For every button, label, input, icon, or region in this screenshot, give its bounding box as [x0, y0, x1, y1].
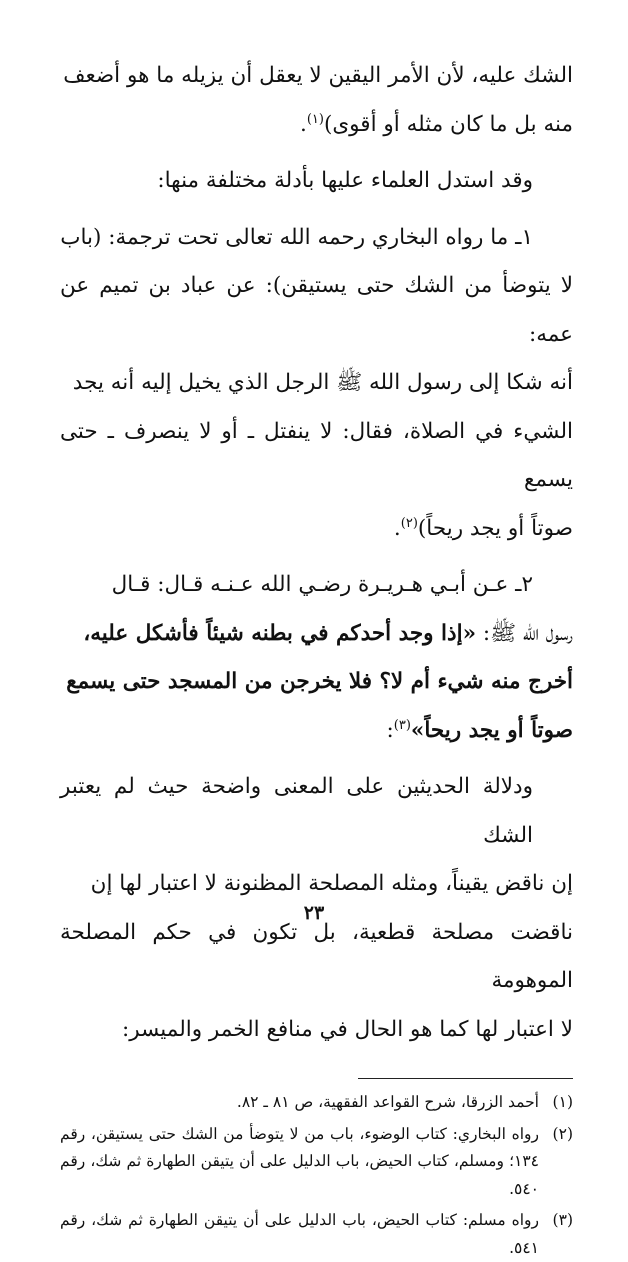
footnote-line: يستيقن، رقم ١٣٤؛ ومسلم، كتاب الحيض، باب الدليل على أن يتيقن [60, 1124, 539, 1170]
footnote-1 [60, 1089, 573, 1117]
footnote-line: رواه البخاري: كتاب الوضوء، باب من لا يتوضأ من الشك حتى [148, 1124, 539, 1143]
paragraph-4-line-3: أخرج منه شيء أم لا؟ فلا يخرجن من المسجد حتى يسمع [66, 669, 573, 694]
footnote-line: رواه مسلم: كتاب الحيض، باب الدليل على أن يتيقن الطهارة ثم شك، [91, 1211, 539, 1229]
paragraph-5-line-2: إن ناقض يقيناً، ومثله المصلحة المظنونة لا اعتبار لها إن [90, 871, 573, 896]
footnote-ref-2[interactable]: (٢) [400, 515, 418, 531]
paragraph-5-line-4: لا اعتبار لها كما هو الحال في منافع الخمر والميسر: [121, 1016, 573, 1042]
footnote-text [60, 1207, 539, 1262]
paragraph-1-text: منه بل ما كان مثله أو أقوى) [323, 111, 573, 137]
paragraph-5-line-1: ودلالة الحديثين على المعنى واضحة حيث لم يعتبر الشك [60, 774, 533, 848]
footnote-2 [60, 1121, 573, 1204]
paragraph-3-end: . [393, 515, 401, 541]
footnote-number: (١) [552, 1093, 573, 1111]
footnote-text: أحمد الزرقا، شرح القواعد الفقهية، ص ٨١ ـ ٨٢. [236, 1093, 539, 1111]
footnote-number: (٢) [552, 1124, 573, 1143]
footnote-divider [358, 1078, 573, 1079]
hadith-intro: رسول الله ﷺ: [476, 620, 573, 646]
paragraph-4-line-4 [60, 707, 573, 756]
paragraph-3-line-3: أنه شكا إلى رسول الله ﷺ الرجل الذي يخيل إليه أنه يجد [72, 370, 573, 395]
paragraph-3-line-1: ١ـ ما رواه البخاري رحمه الله تعالى تحت ترجمة: (باب [60, 224, 533, 250]
paragraph-2: وقد استدل العلماء عليها بأدلة مختلفة منها: [157, 168, 533, 193]
paragraph-3-line-2: لا يتوضأ من الشك حتى يستيقن): عن عباد بن تميم عن عمه: [60, 273, 573, 347]
footnote-text [60, 1121, 539, 1204]
footnote-line: الطهارة ثم شك، رقم ٥٤٠. [60, 1152, 539, 1198]
paragraph-4-line-2 [60, 610, 573, 659]
paragraph-1-line-1: الشك عليه، لأن الأمر اليقين لا يعقل أن يزيله ما هو أضعف [63, 63, 573, 88]
paragraph-4-line-1: ٢ـ عـن أبـي هـريـرة رضـي الله عـنـه قـال: قـال [111, 572, 533, 597]
page-number: ٢٣ [303, 902, 325, 924]
paragraph-4-end: : [386, 717, 394, 743]
footnote-3 [60, 1207, 573, 1262]
footnote-ref-1[interactable]: (١) [306, 111, 324, 127]
paragraph-5-line-3: ناقضت مصلحة قطعية، بل تكون في حكم المصلحة الموهومة [60, 919, 573, 993]
footnote-number: (٣) [552, 1211, 573, 1229]
footnote-line: رقم ٥٤١. [60, 1211, 539, 1257]
paragraph-3-line-5 [60, 505, 573, 554]
footnotes [60, 1089, 573, 1262]
hadith-text-3: صوتاً أو يجد ريحاً» [410, 717, 573, 743]
footnote-ref-3[interactable]: (٣) [393, 717, 411, 733]
paragraph-3-line-4: الشيء في الصلاة، فقال: لا ينفتل ـ أو لا ينصرف ـ حتى يسمع [60, 418, 573, 492]
paragraph-3-text: صوتاً أو يجد ريحاً) [417, 515, 573, 541]
paragraph-1-line-2: منه بل ما كان مثله أو أقوى)$^{(١)}$. [299, 111, 573, 137]
hadith-text-1: «إذا وجد أحدكم في بطنه شيئاً فأشكل عليه، [83, 620, 477, 646]
